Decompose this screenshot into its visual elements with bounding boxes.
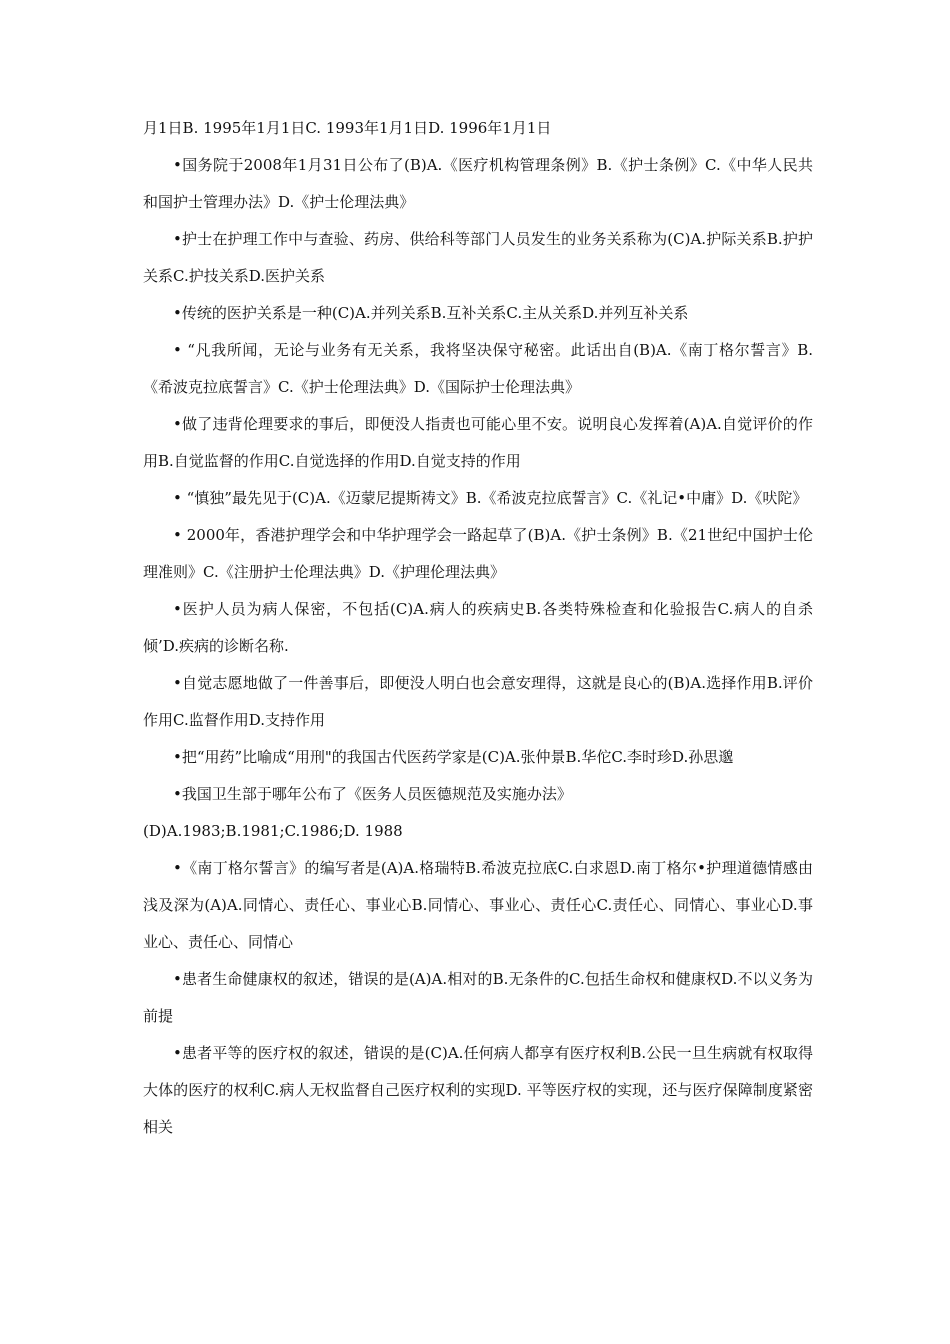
paragraph-7: • 2000年，香港护理学会和中华护理学会一路起草了(B)A.《护士条例》B.《21世纪中国护士伦理准则》C.《注册护士伦理法典》D.《护理伦理法典》: [143, 526, 813, 581]
paragraph-5: •做了违背伦理要求的事后，即便没人指责也可能心里不安。说明良心发挥着(A)A.自觉评价的作用B.自觉监督的作用C.自觉选择的作用D.自觉支持的作用: [143, 415, 813, 470]
paragraph-12: (D)A.1983;B.1981;C.1986;D. 1988: [143, 822, 403, 840]
paragraph-13: •《南丁格尔誓言》的编写者是(A)A.格瑞特B.希波克拉底C.白求恩D.南丁格尔•护理道德情感由浅及深为(A)A.同情心、责任心、事业心B.同情心、事业心、责任心C.责任心、同情心、事业心D.事业心、责任心、同情心: [143, 859, 813, 951]
paragraph-8: •医护人员为病人保密，不包括(C)A.病人的疾病史B.各类特殊检查和化验报告C.病人的自杀倾’D.疾病的诊断名称.: [143, 600, 813, 655]
paragraph-15: •患者平等的医疗权的叙述，错误的是(C)A.任何病人都享有医疗权利B.公民一旦生病就有权取得大体的医疗的权利C.病人无权监督自己医疗权利的实现D. 平等医疗权的实现，还与医疗保障制度紧密相关: [143, 1044, 813, 1136]
paragraph-9: •自觉志愿地做了一件善事后，即便没人明白也会意安理得，这就是良心的(B)A.选择作用B.评价作用C.监督作用D.支持作用: [143, 674, 813, 729]
paragraph-4: • “凡我所闻，无论与业务有无关系，我将坚决保守秘密。此话出自(B)A.《南丁格尔誓言》B.《希波克拉底誓言》C.《护士伦理法典》D.《国际护士伦理法典》: [143, 341, 813, 396]
paragraph-1: •国务院于2008年1月31日公布了(B)A.《医疗机构管理条例》B.《护士条例》C.《中华人民共和国护士管理办法》D.《护士伦理法典》: [143, 156, 813, 211]
paragraph-0: 月1日B. 1995年1月1日C. 1993年1月1日D. 1996年1月1日: [143, 119, 552, 137]
document-page: [143, 110, 813, 1146]
paragraph-6: • “慎独”最先见于(C)A.《迈蒙尼提斯祷文》B.《希波克拉底誓言》C.《礼记•中庸》D.《吠陀》: [173, 489, 808, 507]
paragraph-10: •把“用药”比喻成“用刑"的我国古代医药学家是(C)A.张仲景B.华佗C.李时珍D.孙思邈: [173, 748, 734, 766]
paragraph-2: •护士在护理工作中与查验、药房、供给科等部门人员发生的业务关系称为(C)A.护际关系B.护护关系C.护技关系D.医护关系: [143, 230, 813, 285]
paragraph-3: •传统的医护关系是一种(C)A.并列关系B.互补关系C.主从关系D.并列互补关系: [173, 304, 689, 322]
paragraph-14: •患者生命健康权的叙述，错误的是(A)A.相对的B.无条件的C.包括生命权和健康权D.不以义务为前提: [143, 970, 813, 1025]
paragraph-11: •我国卫生部于哪年公布了《医务人员医德规范及实施办法》: [173, 785, 572, 803]
